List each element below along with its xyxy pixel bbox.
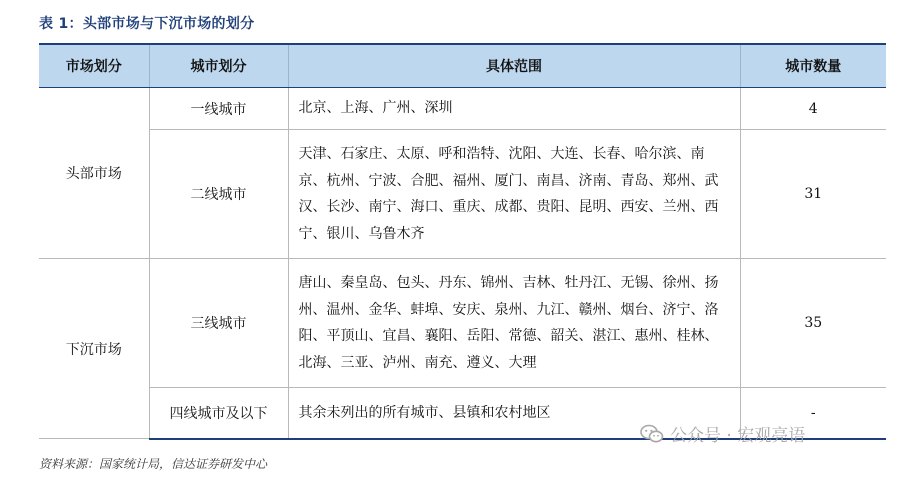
count-cell: 35 [740,259,886,388]
range-cell: 天津、石家庄、太原、呼和浩特、沈阳、大连、长春、哈尔滨、南京、杭州、宁波、合肥、福州、厦门、南昌、济南、青岛、郑州、武汉、长沙、南宁、海口、重庆、成都、贵阳、昆明、西安、兰州、西宁、银川、乌鲁木齐 [288,130,740,259]
header-market: 市场划分 [39,44,149,88]
header-tier: 城市划分 [149,44,288,88]
tier-cell: 一线城市 [149,88,288,130]
market-cell-top: 头部市场 [39,88,149,259]
header-row [39,44,886,88]
count-cell: 31 [740,130,886,259]
market-division-table [39,43,886,440]
watermark [640,421,805,446]
table-row [39,259,886,388]
range-cell: 其余未列出的所有城市、县镇和农村地区 [288,388,740,439]
tier-cell: 二线城市 [149,130,288,259]
table-row [39,88,886,130]
header-range: 具体范围 [288,44,740,88]
count-cell: 4 [740,88,886,130]
range-cell: 唐山、秦皇岛、包头、丹东、锦州、吉林、牡丹江、无锡、徐州、扬州、温州、金华、蚌埠、安庆、泉州、九江、赣州、烟台、济宁、洛阳、平顶山、宜昌、襄阳、岳阳、常德、韶关、湛江、惠州、桂林、北海、三亚、泸州、南充、遵义、大理 [288,259,740,388]
table-title: 表 1：头部市场与下沉市场的划分 [39,16,255,32]
count-cell: - [740,388,886,439]
table-row [39,130,886,259]
source-note: 资料来源：国家统计局，信达证券研发中心 [39,457,268,471]
watermark-text: 公众号 · 宏观亮语 [670,426,806,446]
range-cell: 北京、上海、广州、深圳 [288,88,740,130]
header-count: 城市数量 [740,44,886,88]
wechat-icon [640,424,664,444]
tier-cell: 三线城市 [149,259,288,388]
tier-cell: 四线城市及以下 [149,388,288,439]
market-cell-bottom: 下沉市场 [39,259,149,439]
